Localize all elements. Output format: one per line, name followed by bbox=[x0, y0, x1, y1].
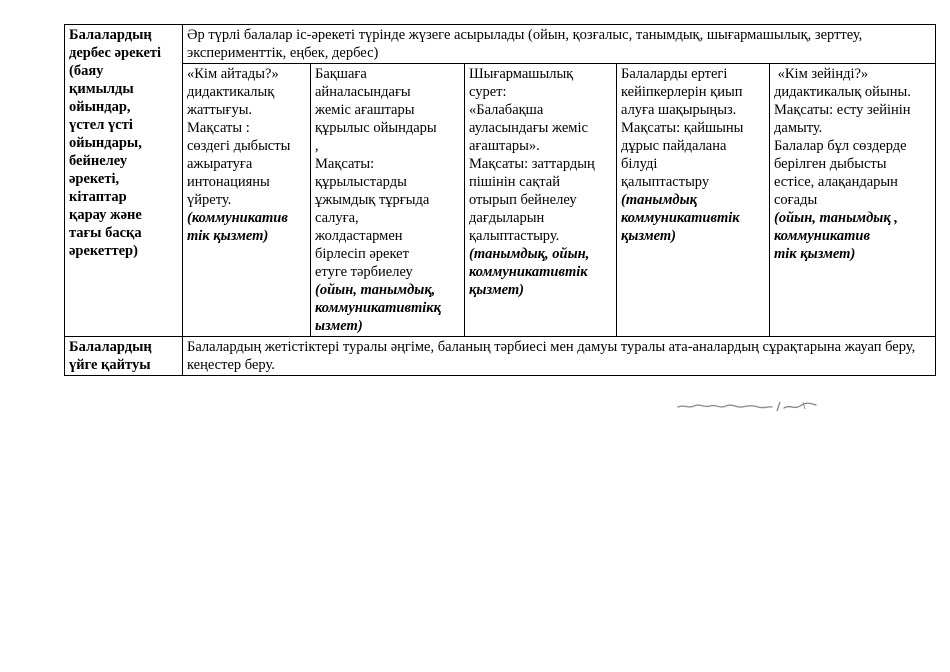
going-home-content bbox=[183, 337, 936, 376]
activity-cell bbox=[770, 64, 936, 337]
plan-table bbox=[64, 24, 936, 376]
going-home-text: Балалардың жетістіктері туралы әңгіме, баланың тәрбиесі мен дамуы туралы ата-аналардың сұрақтарына жауап беру, кеңестер беру. bbox=[187, 339, 916, 373]
signature-mark bbox=[676, 398, 826, 414]
activity-types-intro bbox=[183, 25, 936, 64]
activity-title: Балаларды ертегі bbox=[621, 66, 728, 82]
activity-title: «Кім зейінді?» bbox=[774, 66, 869, 82]
activities-row bbox=[65, 64, 936, 337]
activity-cell bbox=[183, 64, 311, 337]
activity-description: сурет: «Балабақша ауласындағы жеміс ағаштары». Мақсаты: заттардың пішінін сақтай отырып бейнелеу дағдыларын қалыптастыру. bbox=[469, 84, 595, 244]
going-home-header bbox=[65, 337, 183, 376]
activity-cell bbox=[617, 64, 770, 337]
activity-tags: (ойын, танымдық , коммуникатив тік қызмет) bbox=[774, 210, 898, 262]
activity-tags: (ойын, танымдық, коммуникативтікқ ызмет) bbox=[315, 282, 441, 334]
independent-activity-header bbox=[65, 25, 183, 337]
going-home-row bbox=[65, 337, 936, 376]
activity-description: айналасындағы жеміс ағаштары құрылыс ойындары , Мақсаты: құрылыстарды ұжымдық тұрғыда салуға, жолдастармен бірлесіп әрекет етуге тәрбиелеу bbox=[315, 84, 437, 280]
activity-description: дидактикалық жаттығуы. Мақсаты : сөздегі дыбысты ажыратуға интонацияны үйрету. bbox=[187, 84, 291, 208]
activity-cell bbox=[311, 64, 465, 337]
activity-title: «Кім айтады?» bbox=[187, 66, 279, 82]
activity-tags: (коммуникатив тік қызмет) bbox=[187, 210, 288, 244]
activity-tags: (танымдық, ойын, коммуникативтік қызмет) bbox=[469, 246, 590, 298]
going-home-header-text: Балалардың үйге қайтуы bbox=[69, 339, 152, 373]
activity-types-intro-text: Әр түрлі балалар іс-әрекеті түрінде жүзеге асырылады (ойын, қозғалыс, танымдық, шығармашылық, зерттеу, эксперименттік, еңбек, дербес) bbox=[187, 27, 863, 61]
independent-activity-header-text: Балалардың дербес әрекеті (баяу қимылды ойындар, үстел үсті ойындары, бейнелеу әрекеті, кітаптар қарау және тағы басқа әрекеттер) bbox=[69, 27, 162, 259]
activity-title: Шығармашылық bbox=[469, 66, 574, 82]
independent-activity-row bbox=[65, 25, 936, 64]
activity-description: кейіпкерлерін қиып алуға шақырыңыз. Мақсаты: қайшыны дұрыс пайдалана білуді қалыптастыру bbox=[621, 84, 744, 190]
activity-title: Бақшаға bbox=[315, 66, 367, 82]
activity-cell bbox=[465, 64, 617, 337]
activity-description: дидактикалық ойыны. Мақсаты: есту зейінін дамыту. Балалар бұл сөздерде берілген дыбысты естісе, алақандарын соғады bbox=[774, 84, 911, 208]
activity-tags: (танымдық коммуникативтік қызмет) bbox=[621, 192, 740, 244]
